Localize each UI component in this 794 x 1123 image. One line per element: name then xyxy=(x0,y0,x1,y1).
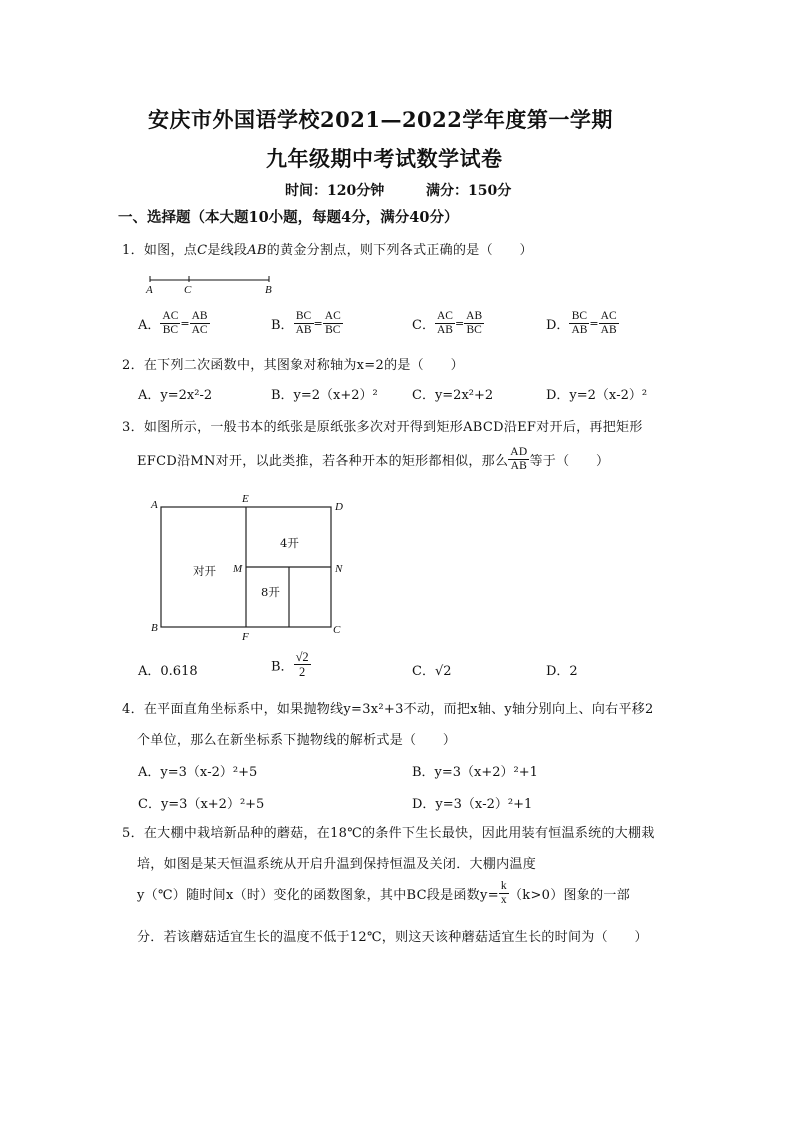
frac-num: AC xyxy=(323,310,343,324)
q4-option-b[interactable]: B．y=3（x+2）²+1 xyxy=(412,765,538,780)
frac-num: AD xyxy=(508,446,529,460)
q4-option-c[interactable]: C．y=3（x+2）²+5 xyxy=(138,797,265,812)
frac-den: AB xyxy=(436,324,453,337)
exam-subtitle: 九年级期中考试数学试卷 xyxy=(266,146,503,171)
equals-sign: = xyxy=(313,317,323,331)
label-e: E xyxy=(242,493,249,505)
q4-option-d[interactable]: D．y=3（x‐2）²+1 xyxy=(412,797,533,812)
label-d: D xyxy=(335,501,343,513)
q5-text: y（℃）随时间x（时）变化的函数图象，其中BC段是函数y= xyxy=(137,888,499,904)
frac-den: AB xyxy=(600,324,617,337)
q1-text: 1．如图，点 xyxy=(122,243,198,258)
label-duikai: 对开 xyxy=(193,564,216,578)
q3-text: EFCD沿MN对开，以此类推，若各种开本的矩形都相似，那么 xyxy=(137,454,509,470)
frac-den: AB xyxy=(571,324,588,337)
option-label: C． xyxy=(412,318,435,334)
q1-segment-diagram xyxy=(145,272,275,300)
option-label: A． xyxy=(138,318,161,334)
frac-den: 2 xyxy=(299,665,306,680)
frac-num: BC xyxy=(569,310,589,324)
q1-var-c: C xyxy=(197,243,208,258)
label-4kai: 4开 xyxy=(280,536,299,550)
option-label: B． xyxy=(271,318,294,334)
frac-num: k xyxy=(499,880,509,894)
q1-option-a[interactable] xyxy=(138,310,210,337)
question-5-line3 xyxy=(137,880,630,907)
point-b-label: B xyxy=(265,284,272,296)
frac-den: BC xyxy=(325,324,341,337)
question-5-line4: 分．若该蘑菇适宜生长的温度不低于12℃，则这天该种蘑菇适宜生长的时间为（ ） xyxy=(137,930,648,945)
section-heading: 一、选择题（本大题10小题，每题4分，满分40分） xyxy=(118,209,459,226)
frac-den: AB xyxy=(295,324,312,337)
frac-den: BC xyxy=(162,324,179,337)
label-n: N xyxy=(335,563,343,575)
q3-option-b[interactable] xyxy=(271,650,311,680)
frac-num: AC xyxy=(160,310,180,324)
question-2-stem: 2．在下列二次函数中，其图象对称轴为x=2的是（ ） xyxy=(122,358,464,373)
equals-sign: = xyxy=(454,317,465,331)
label-a: A xyxy=(151,499,158,511)
q1-text: 是线段 xyxy=(207,243,248,258)
label-8kai: 8开 xyxy=(261,585,280,599)
q4-option-a[interactable]: A．y=3（x‐2）²+5 xyxy=(138,765,258,780)
equals-sign: = xyxy=(180,317,190,331)
label-m: M xyxy=(233,563,243,575)
q3-rectangle-diagram xyxy=(160,506,334,630)
frac-num: AC xyxy=(435,310,455,324)
frac-num: AB xyxy=(190,310,210,324)
q2-option-d[interactable]: D．y=2（x‐2）² xyxy=(546,388,648,403)
q2-option-a[interactable]: A．y=2x²‐2 xyxy=(138,388,213,403)
frac-num: √2 xyxy=(295,650,309,664)
label-c: C xyxy=(333,624,341,636)
label-f: F xyxy=(242,631,249,643)
q1-text: 的黄金分割点，则下列各式正确的是（ ） xyxy=(266,243,533,258)
exam-title: 安庆市外国语学校2021—2022学年度第一学期 xyxy=(148,107,613,132)
question-4-line1: 4．在平面直角坐标系中，如果抛物线y=3x²+3不动，而把x轴、y轴分别向上、向右平移2 xyxy=(122,702,654,717)
frac-num: AB xyxy=(464,310,484,324)
question-5-line1: 5．在大棚中栽培新品种的蘑菇，在18℃的条件下生长最快，因此用装有恒温系统的大棚栽 xyxy=(122,826,655,841)
frac-den: AB xyxy=(510,460,528,473)
q3-option-d[interactable]: D．2 xyxy=(546,664,578,679)
q3-option-c[interactable]: C．√2 xyxy=(412,664,452,679)
frac-num: AC xyxy=(599,310,619,324)
equals-sign: = xyxy=(589,317,599,331)
point-c-label: C xyxy=(184,284,192,296)
question-3-line2 xyxy=(137,446,609,473)
point-a-label: A xyxy=(146,284,153,296)
q5-text: （k>0）图象的一部 xyxy=(508,888,631,904)
frac-den: x xyxy=(500,894,507,907)
q1-option-b[interactable] xyxy=(271,310,343,337)
q3-option-a[interactable]: A．0.618 xyxy=(138,664,198,679)
frac-den: AC xyxy=(191,324,208,337)
score-label: 满分：150分 xyxy=(426,183,512,199)
question-5-line2: 培，如图是某天恒温系统从开启升温到保持恒温及关闭．大棚内温度 xyxy=(137,857,537,872)
q2-option-c[interactable]: C．y=2x²+2 xyxy=(412,388,494,403)
q1-var-ab: AB xyxy=(247,243,267,258)
frac-num: BC xyxy=(294,310,314,324)
question-3-line1: 3．如图所示，一般书本的纸张是原纸张多次对开得到矩形ABCD沿EF对开后，再把矩形 xyxy=(122,420,643,435)
q1-option-d[interactable] xyxy=(546,310,619,337)
option-label: B． xyxy=(271,659,294,675)
label-b: B xyxy=(151,622,158,634)
option-label: D． xyxy=(546,318,570,334)
q3-text: 等于（ ） xyxy=(529,454,610,470)
question-4-line2: 个单位，那么在新坐标系下抛物线的解析式是（ ） xyxy=(137,733,457,748)
time-label: 时间：120分钟 xyxy=(285,183,385,199)
q1-option-c[interactable] xyxy=(412,310,484,337)
q2-option-b[interactable]: B．y=2（x+2）² xyxy=(271,388,378,403)
frac-den: BC xyxy=(466,324,482,337)
question-1-stem xyxy=(122,239,533,258)
